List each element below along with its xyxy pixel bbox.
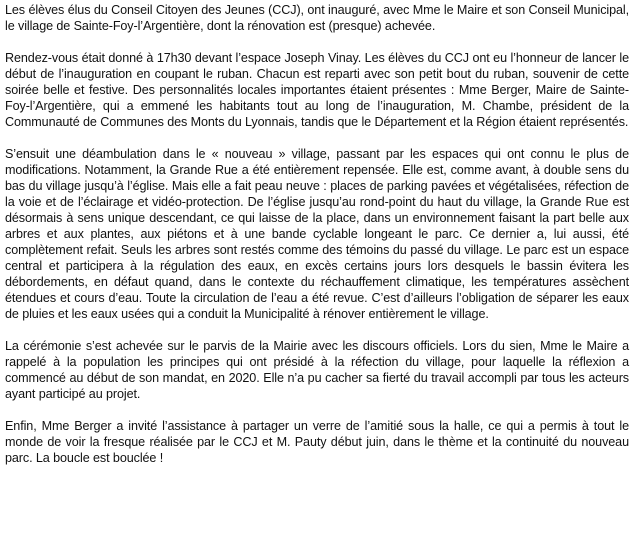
paragraph-closing: Enfin, Mme Berger a invité l’assistance à partager un verre de l’amitié sous la halle, ce qui a permis à tout le monde de voir la fresque réalisée par le CCJ et M. Pauty début juin, dans le thème et la continuité du nouveau parc. La boucle est bouclée ! [5,419,629,465]
paragraph-village-walk: S’ensuit une déambulation dans le « nouveau » village, passant par les espaces qui ont connu le plus de modifications. Notamment, la Grande Rue a été entièrement repensée. Elle est, comme avant, à double sens du bas du village jusqu’à l’église. Mais elle a fait peau neuve : places de parking pavées et végétalisées, réfection de la voie et de l’éclairage et vidéo-protection. De l’église jusqu’au rond-point du haut du village, la Grande Rue est désormais à sens unique descendant, ce qui laisse de la place, dans un environnement faisant la part belle aux arbres et aux plantes, aux piétons et à une bande cyclable longeant le parc. Ce dernier a, lui aussi, été complètement refait. Seuls les arbres sont restés comme des témoins du passé du village. Le parc est un espace central et participera à la régulation des eaux, en excès certains jours lors desquels le bassin évitera les débordements, en défaut quand, dans le contexte du réchauffement climatique, les températures assèchent étendues et cours d’eau. Toute la circulation de l’eau a été revue. C’est d’ailleurs l’obligation de séparer les eaux de pluies et les eaux usées qui a conduit la Municipalité à rénover entièrement le village. [5,147,629,321]
paragraph-ceremony: La cérémonie s’est achevée sur le parvis de la Mairie avec les discours officiels. Lors du sien, Mme le Maire a rappelé à la population les principes qui ont présidé à la réfection du village, pour laquelle la réflexion a commencé au début de son mandat, en 2020. Elle n’a pu cacher sa fierté du travail accompli par tous les acteurs ayant participé au projet. [5,339,629,401]
paragraph-ribbon-cutting: Rendez-vous était donné à 17h30 devant l’espace Joseph Vinay. Les élèves du CCJ ont eu l’honneur de lancer le début de l’inauguration en coupant le ruban. Chacun est reparti avec son petit bout du ruban, souvenir de cette soirée belle et festive. Des personnalités locales importantes étaient présentes : Mme Berger, Maire de Sainte-Foy-l’Argentière, qui a emmené les habitants tout au long de l’inauguration, M. Chambe, président de la Communauté de Communes des Monts du Lyonnais, tandis que le Département et la Région étaient représentés. [5,51,629,129]
paragraph-intro: Les élèves élus du Conseil Citoyen des Jeunes (CCJ), ont inauguré, avec Mme le Maire et son Conseil Municipal, le village de Sainte-Foy-l’Argentière, dont la rénovation est (presque) achevée. [5,3,629,33]
article-body [5,2,629,466]
